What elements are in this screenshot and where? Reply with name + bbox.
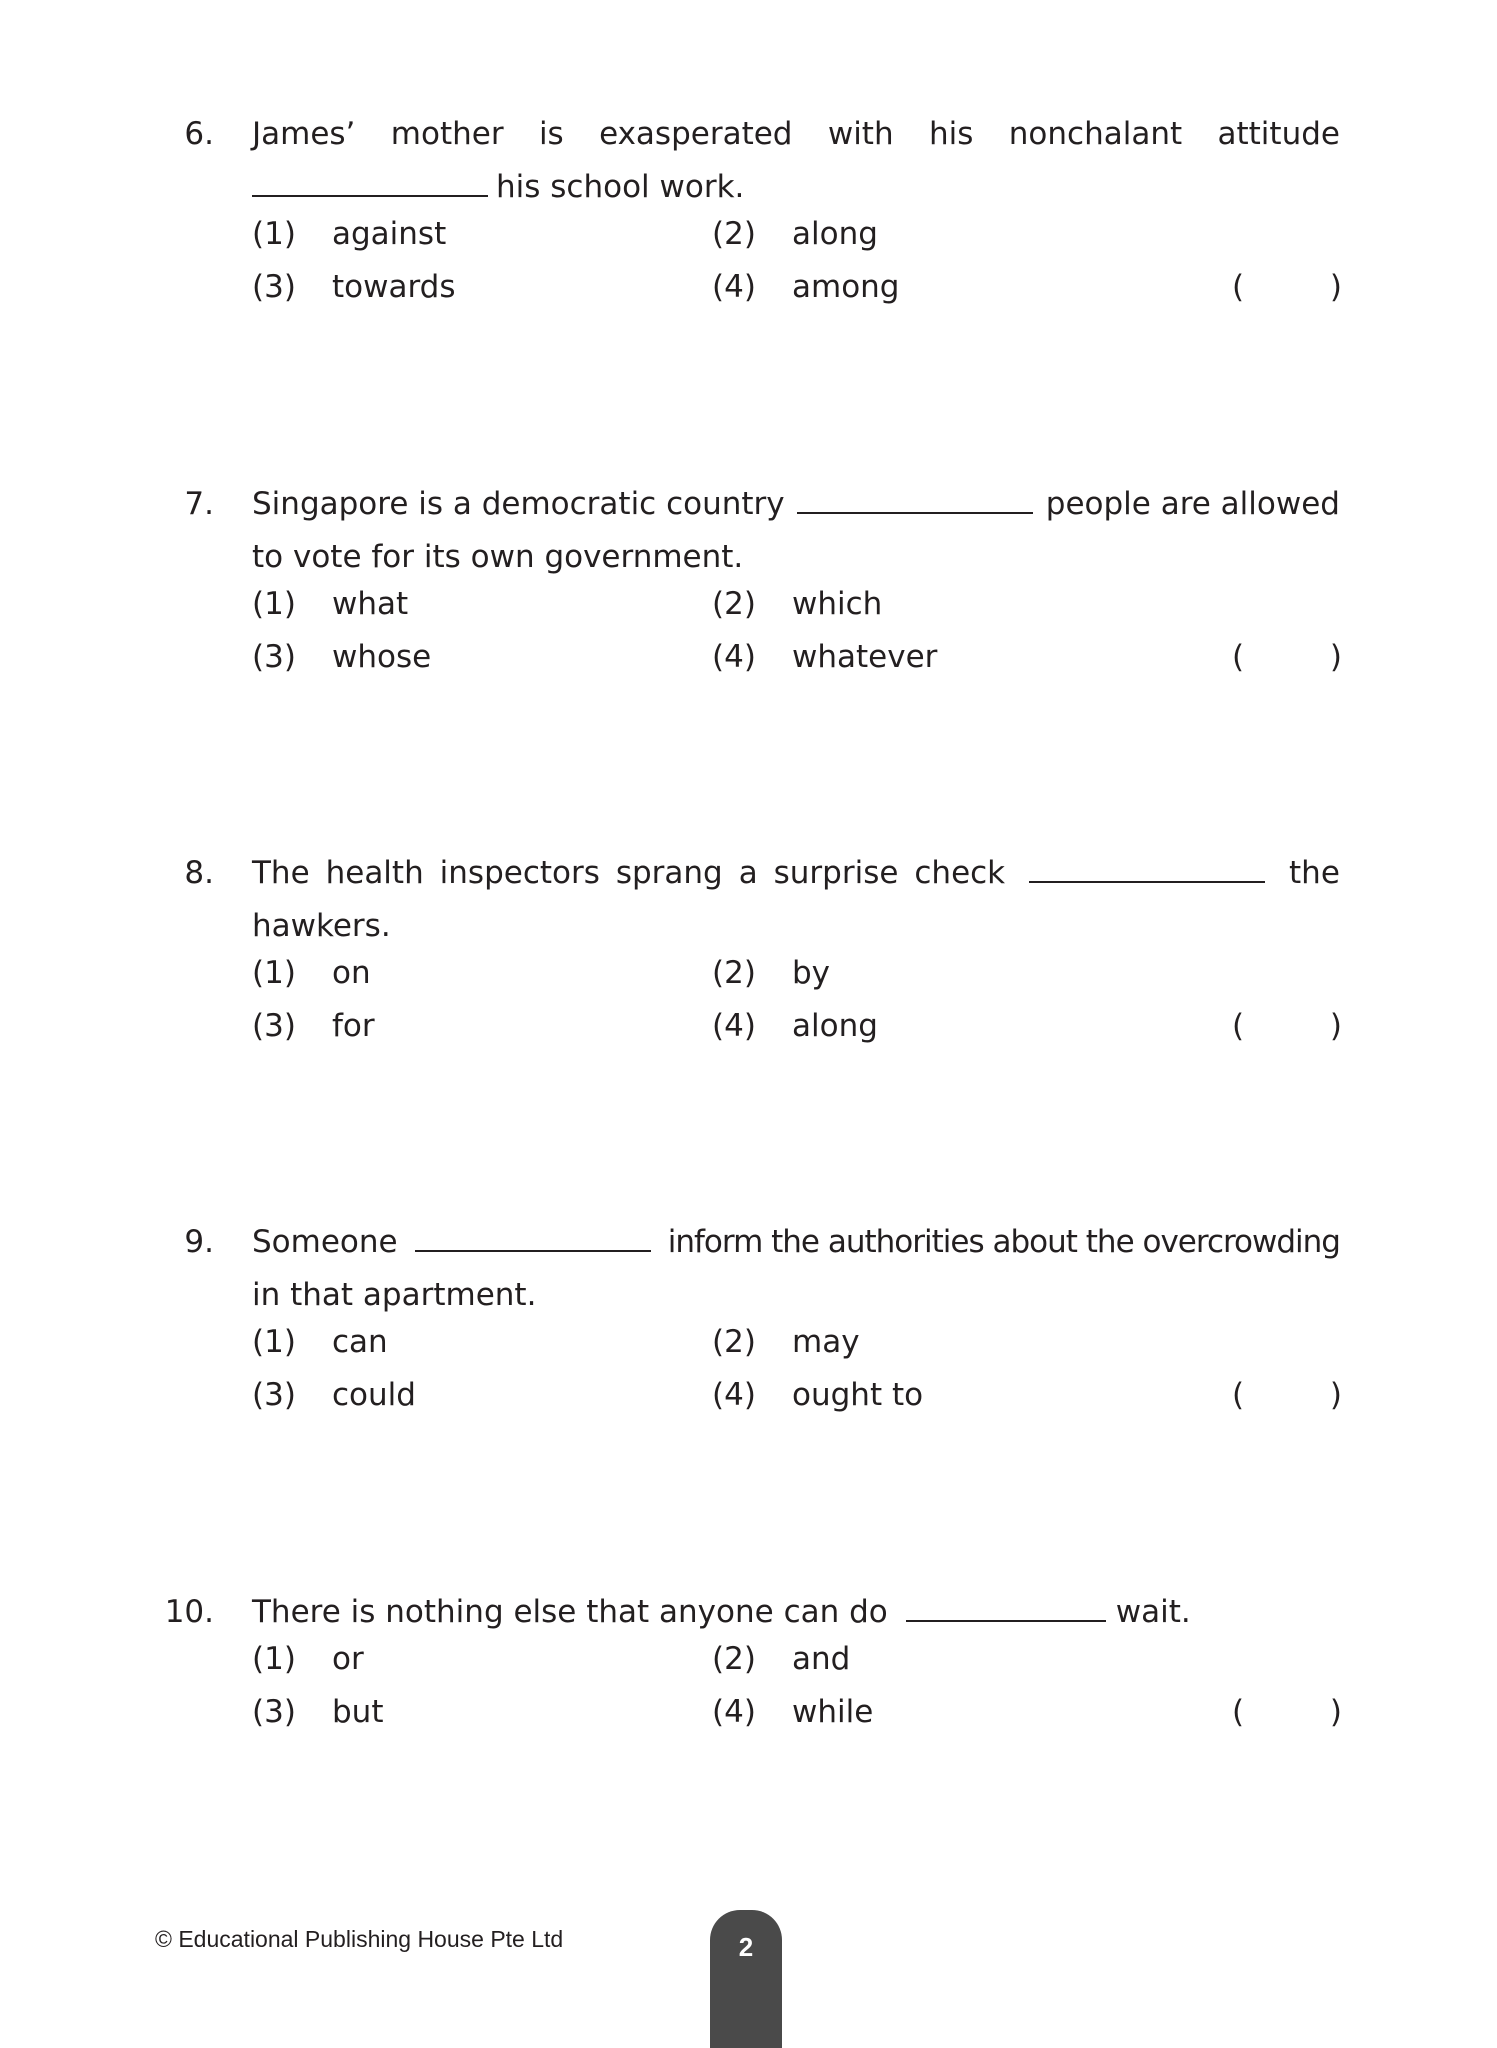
stem-line-2: to vote for its own government. (252, 539, 744, 575)
page-number-tab (710, 1910, 782, 2048)
option-3 (252, 1375, 416, 1415)
question-9 (0, 1222, 1497, 1472)
option-text: whatever (792, 639, 938, 675)
stem-line-1 (252, 108, 1340, 161)
option-number: (3) (252, 1694, 296, 1730)
question-10 (0, 1592, 1497, 1842)
stem-word: a (738, 855, 758, 891)
question-8 (0, 853, 1497, 1103)
stem-text: inform the authorities about the overcrowding (667, 1224, 1340, 1260)
option-text: by (792, 955, 831, 991)
answer-blank (1029, 880, 1265, 883)
stem-word: nonchalant (1008, 116, 1183, 152)
stem-word: The (252, 855, 310, 891)
stem-line-2 (252, 161, 1340, 214)
option-text: along (792, 216, 878, 252)
option-number: (1) (252, 1641, 296, 1677)
open-bracket: ( (1232, 269, 1245, 305)
answer-blank (252, 194, 488, 197)
stem-line-1 (252, 478, 1340, 531)
option-text: could (332, 1377, 416, 1413)
close-bracket: ) (1329, 269, 1342, 305)
stem-word: health (325, 855, 424, 891)
copyright-notice: © Educational Publishing House Pte Ltd (155, 1926, 564, 1952)
option-text: while (792, 1694, 874, 1730)
page-number: 2 (738, 1932, 754, 1962)
option-text: may (792, 1324, 860, 1360)
option-text: which (792, 586, 883, 622)
stem-line-1 (252, 847, 1340, 900)
question-stem (252, 108, 1340, 214)
option-4 (712, 1006, 878, 1046)
option-4 (712, 267, 900, 307)
stem-word: surprise (773, 855, 899, 891)
option-1 (252, 214, 446, 254)
answer-brackets[interactable] (1232, 1692, 1342, 1732)
close-bracket: ) (1329, 1694, 1342, 1730)
stem-word: mother (390, 116, 504, 152)
option-3 (252, 1006, 375, 1046)
stem-line-1 (252, 1586, 1340, 1639)
stem-word: exasperated (599, 116, 793, 152)
option-number: (2) (712, 1324, 756, 1360)
close-bracket: ) (1329, 639, 1342, 675)
option-number: (3) (252, 269, 296, 305)
option-number: (1) (252, 1324, 296, 1360)
option-4 (712, 1692, 873, 1732)
stem-word: with (827, 116, 894, 152)
question-number: 7. (184, 486, 214, 522)
option-number: (3) (252, 639, 296, 675)
option-text: ought to (792, 1377, 924, 1413)
option-text: can (332, 1324, 388, 1360)
option-number: (4) (712, 269, 756, 305)
stem-text: his school work. (496, 169, 745, 205)
option-2 (712, 953, 830, 993)
option-text: but (332, 1694, 384, 1730)
option-number: (2) (712, 1641, 756, 1677)
answer-blank (906, 1619, 1106, 1622)
option-1 (252, 584, 408, 624)
stem-word: attitude (1217, 116, 1340, 152)
option-text: on (332, 955, 371, 991)
option-2 (712, 584, 882, 624)
option-number: (2) (712, 586, 756, 622)
option-text: and (792, 1641, 851, 1677)
option-text: or (332, 1641, 364, 1677)
question-stem (252, 1216, 1340, 1322)
answer-blank (797, 511, 1033, 514)
option-number: (3) (252, 1008, 296, 1044)
option-number: (2) (712, 955, 756, 991)
question-number: 9. (184, 1224, 214, 1260)
answer-brackets[interactable] (1232, 637, 1342, 677)
question-number: 6. (184, 116, 214, 152)
option-number: (1) (252, 586, 296, 622)
option-3 (252, 1692, 383, 1732)
stem-word: James’ (252, 116, 356, 152)
close-bracket: ) (1329, 1377, 1342, 1413)
option-text: whose (332, 639, 432, 675)
stem-text: wait. (1115, 1594, 1191, 1630)
stem-word: check (914, 855, 1006, 891)
stem-text: There is nothing else that anyone can do (252, 1594, 888, 1630)
option-3 (252, 267, 456, 307)
option-2 (712, 1639, 850, 1679)
question-number: 10. (164, 1594, 214, 1630)
answer-brackets[interactable] (1232, 267, 1342, 307)
open-bracket: ( (1232, 1377, 1245, 1413)
stem-word: his (928, 116, 974, 152)
option-2 (712, 214, 878, 254)
option-text: towards (332, 269, 456, 305)
close-bracket: ) (1329, 1008, 1342, 1044)
question-stem (252, 1586, 1340, 1639)
question-stem (252, 478, 1340, 584)
option-4 (712, 637, 937, 677)
option-3 (252, 637, 431, 677)
option-1 (252, 1322, 388, 1362)
stem-line-2: hawkers. (252, 908, 391, 944)
option-number: (3) (252, 1377, 296, 1413)
option-number: (1) (252, 955, 296, 991)
option-number: (2) (712, 216, 756, 252)
open-bracket: ( (1232, 1008, 1245, 1044)
option-1 (252, 953, 371, 993)
stem-text: Someone (252, 1224, 398, 1260)
answer-brackets[interactable] (1232, 1006, 1342, 1046)
option-text: among (792, 269, 900, 305)
option-number: (4) (712, 639, 756, 675)
option-number: (4) (712, 1377, 756, 1413)
answer-blank (415, 1249, 651, 1252)
open-bracket: ( (1232, 1694, 1245, 1730)
stem-word: sprang (615, 855, 723, 891)
stem-word: the (1289, 855, 1340, 891)
option-text: along (792, 1008, 878, 1044)
option-1 (252, 1639, 364, 1679)
question-7 (0, 484, 1497, 734)
stem-line-1 (252, 1216, 1340, 1269)
stem-word: is (538, 116, 564, 152)
option-text: for (332, 1008, 375, 1044)
stem-text: Singapore is a democratic country (252, 486, 785, 522)
option-text: what (332, 586, 409, 622)
stem-line-2: in that apartment. (252, 1277, 537, 1313)
answer-brackets[interactable] (1232, 1375, 1342, 1415)
question-6 (0, 114, 1497, 364)
open-bracket: ( (1232, 639, 1245, 675)
option-4 (712, 1375, 923, 1415)
option-number: (4) (712, 1694, 756, 1730)
option-number: (4) (712, 1008, 756, 1044)
stem-text: people are allowed (1045, 486, 1340, 522)
question-number: 8. (184, 855, 214, 891)
option-number: (1) (252, 216, 296, 252)
question-stem (252, 847, 1340, 953)
stem-word: inspectors (439, 855, 600, 891)
option-2 (712, 1322, 860, 1362)
option-text: against (332, 216, 447, 252)
